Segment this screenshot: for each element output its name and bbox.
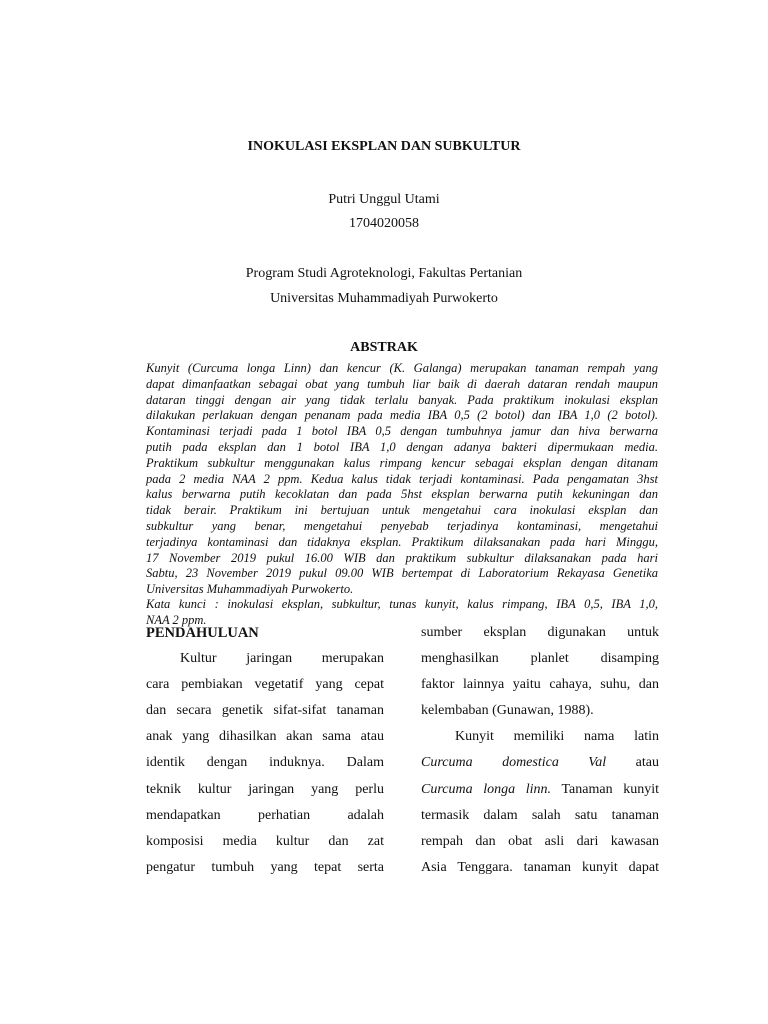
affiliation-program: Program Studi Agroteknologi, Fakultas Pertanian <box>245 266 523 281</box>
affiliation-university: Universitas Muhammadiyah Purwokerto <box>270 291 498 306</box>
abstract-line: terjadinya kontaminasi dan tidaknya eksplan. Praktikum dilaksanakan pada hari Minggu, <box>146 534 658 549</box>
author-name: Putri Unggul Utami <box>328 192 440 207</box>
body-line: faktor lainnya yaitu cahaya, suhu, dan <box>421 677 659 693</box>
body-line: Curcuma longa linn. Tanaman kunyit <box>421 781 659 797</box>
section-heading-pendahuluan: PENDAHULUAN <box>146 625 259 641</box>
body-line: rempah dan obat asli dari kawasan <box>421 833 659 849</box>
student-id: 1704020058 <box>349 216 419 231</box>
body-line: identik dengan induknya. Dalam <box>146 755 384 771</box>
body-line: anak yang dihasilkan akan sama atau <box>146 729 384 745</box>
body-line: menghasilkan planlet disamping <box>421 651 659 667</box>
abstract-body <box>146 361 658 598</box>
intro-left-column <box>146 620 384 881</box>
body-line: mendapatkan perhatian adalah <box>146 807 384 823</box>
body-line: pengatur tumbuh yang tepat serta <box>146 859 384 875</box>
abstract-line: dilakukan perlakuan dengan penanam pada media IBA 0,5 (2 botol) dan IBA 1,0 (2 botol). <box>146 408 658 423</box>
abstract-line: Universitas Muhammadiyah Purwokerto. <box>146 582 354 597</box>
body-line: Kunyit memiliki nama latin <box>455 729 659 745</box>
body-line: cara pembiakan vegetatif yang cepat <box>146 677 384 693</box>
abstract-line: putih pada eksplan dan 1 botol IBA 1,0 dengan adanya bakteri dipermukaan media. <box>146 439 658 454</box>
abstract-line: pada 2 media NAA 2 ppm. Kedua kalus tidak terjadi kontaminasi. Pada pengamatan 3hst <box>146 471 658 486</box>
abstract-line: Praktikum subkultur menggunakan kalus rimpang kencur sebagai eksplan dengan ditanam <box>146 455 658 470</box>
abstract-line: Kunyit (Curcuma longa Linn) dan kencur (K. Galanga) merupakan tanaman rempah yang <box>146 361 658 375</box>
body-line: sumber eksplan digunakan untuk <box>421 625 659 640</box>
body-line: dan secara genetik sifat-sifat tanaman <box>146 703 384 719</box>
abstract-line: 17 November 2019 pukul 16.00 WIB dan praktikum subkultur dilaksanakan pada hari <box>146 550 658 565</box>
body-line: komposisi media kultur dan zat <box>146 833 384 849</box>
abstract-line: kalus berwarna putih kecoklatan dan pada 5hst eksplan berwarna putih kekuningan dan <box>146 487 658 502</box>
body-line: Asia Tenggara. tanaman kunyit dapat <box>421 859 659 875</box>
abstract-line: subkultur yang benar, mengetahui penyebab terjadinya kontaminasi, mengetahui <box>146 518 658 533</box>
abstract-line: dapat dimanfaatkan sebagai obat yang tumbuh liar baik di daerah dataran rendah maupun <box>146 376 658 391</box>
abstract-line: Sabtu, 23 November 2019 pukul 09.00 WIB bertempat di Laboratorium Rekayasa Genetika <box>146 566 658 581</box>
body-line-latin-name: Curcuma domestica Val atau <box>421 755 659 771</box>
keywords-line: Kata kunci : inokulasi eksplan, subkultur, tunas kunyit, kalus rimpang, IBA 0,5, IBA 1,0, <box>146 597 658 611</box>
body-line: teknik kultur jaringan yang perlu <box>146 781 384 797</box>
body-line: termasik dalam salah satu tanaman <box>421 807 659 823</box>
intro-right-column <box>421 620 659 881</box>
abstract-heading: ABSTRAK <box>350 340 418 355</box>
body-line: Kultur jaringan merupakan <box>180 651 384 667</box>
paper-title: INOKULASI EKSPLAN DAN SUBKULTUR <box>247 139 521 154</box>
keywords-line: NAA 2 ppm. <box>146 612 207 627</box>
abstract-line: Kontaminasi terjadi pada 1 botol IBA 0,5 dengan tumbuhnya jamur dan hiva berwarna <box>146 424 658 439</box>
abstract-line: tidak berair. Praktikum ini bertujuan untuk mengetahui cara inokulasi eksplan dan <box>146 503 658 518</box>
body-line: kelembaban (Gunawan, 1988). <box>421 703 594 719</box>
abstract-line: dataran tinggi dengan air yang tidak terlalu banyak. Pada praktikum inokulasi eksplan <box>146 392 658 407</box>
